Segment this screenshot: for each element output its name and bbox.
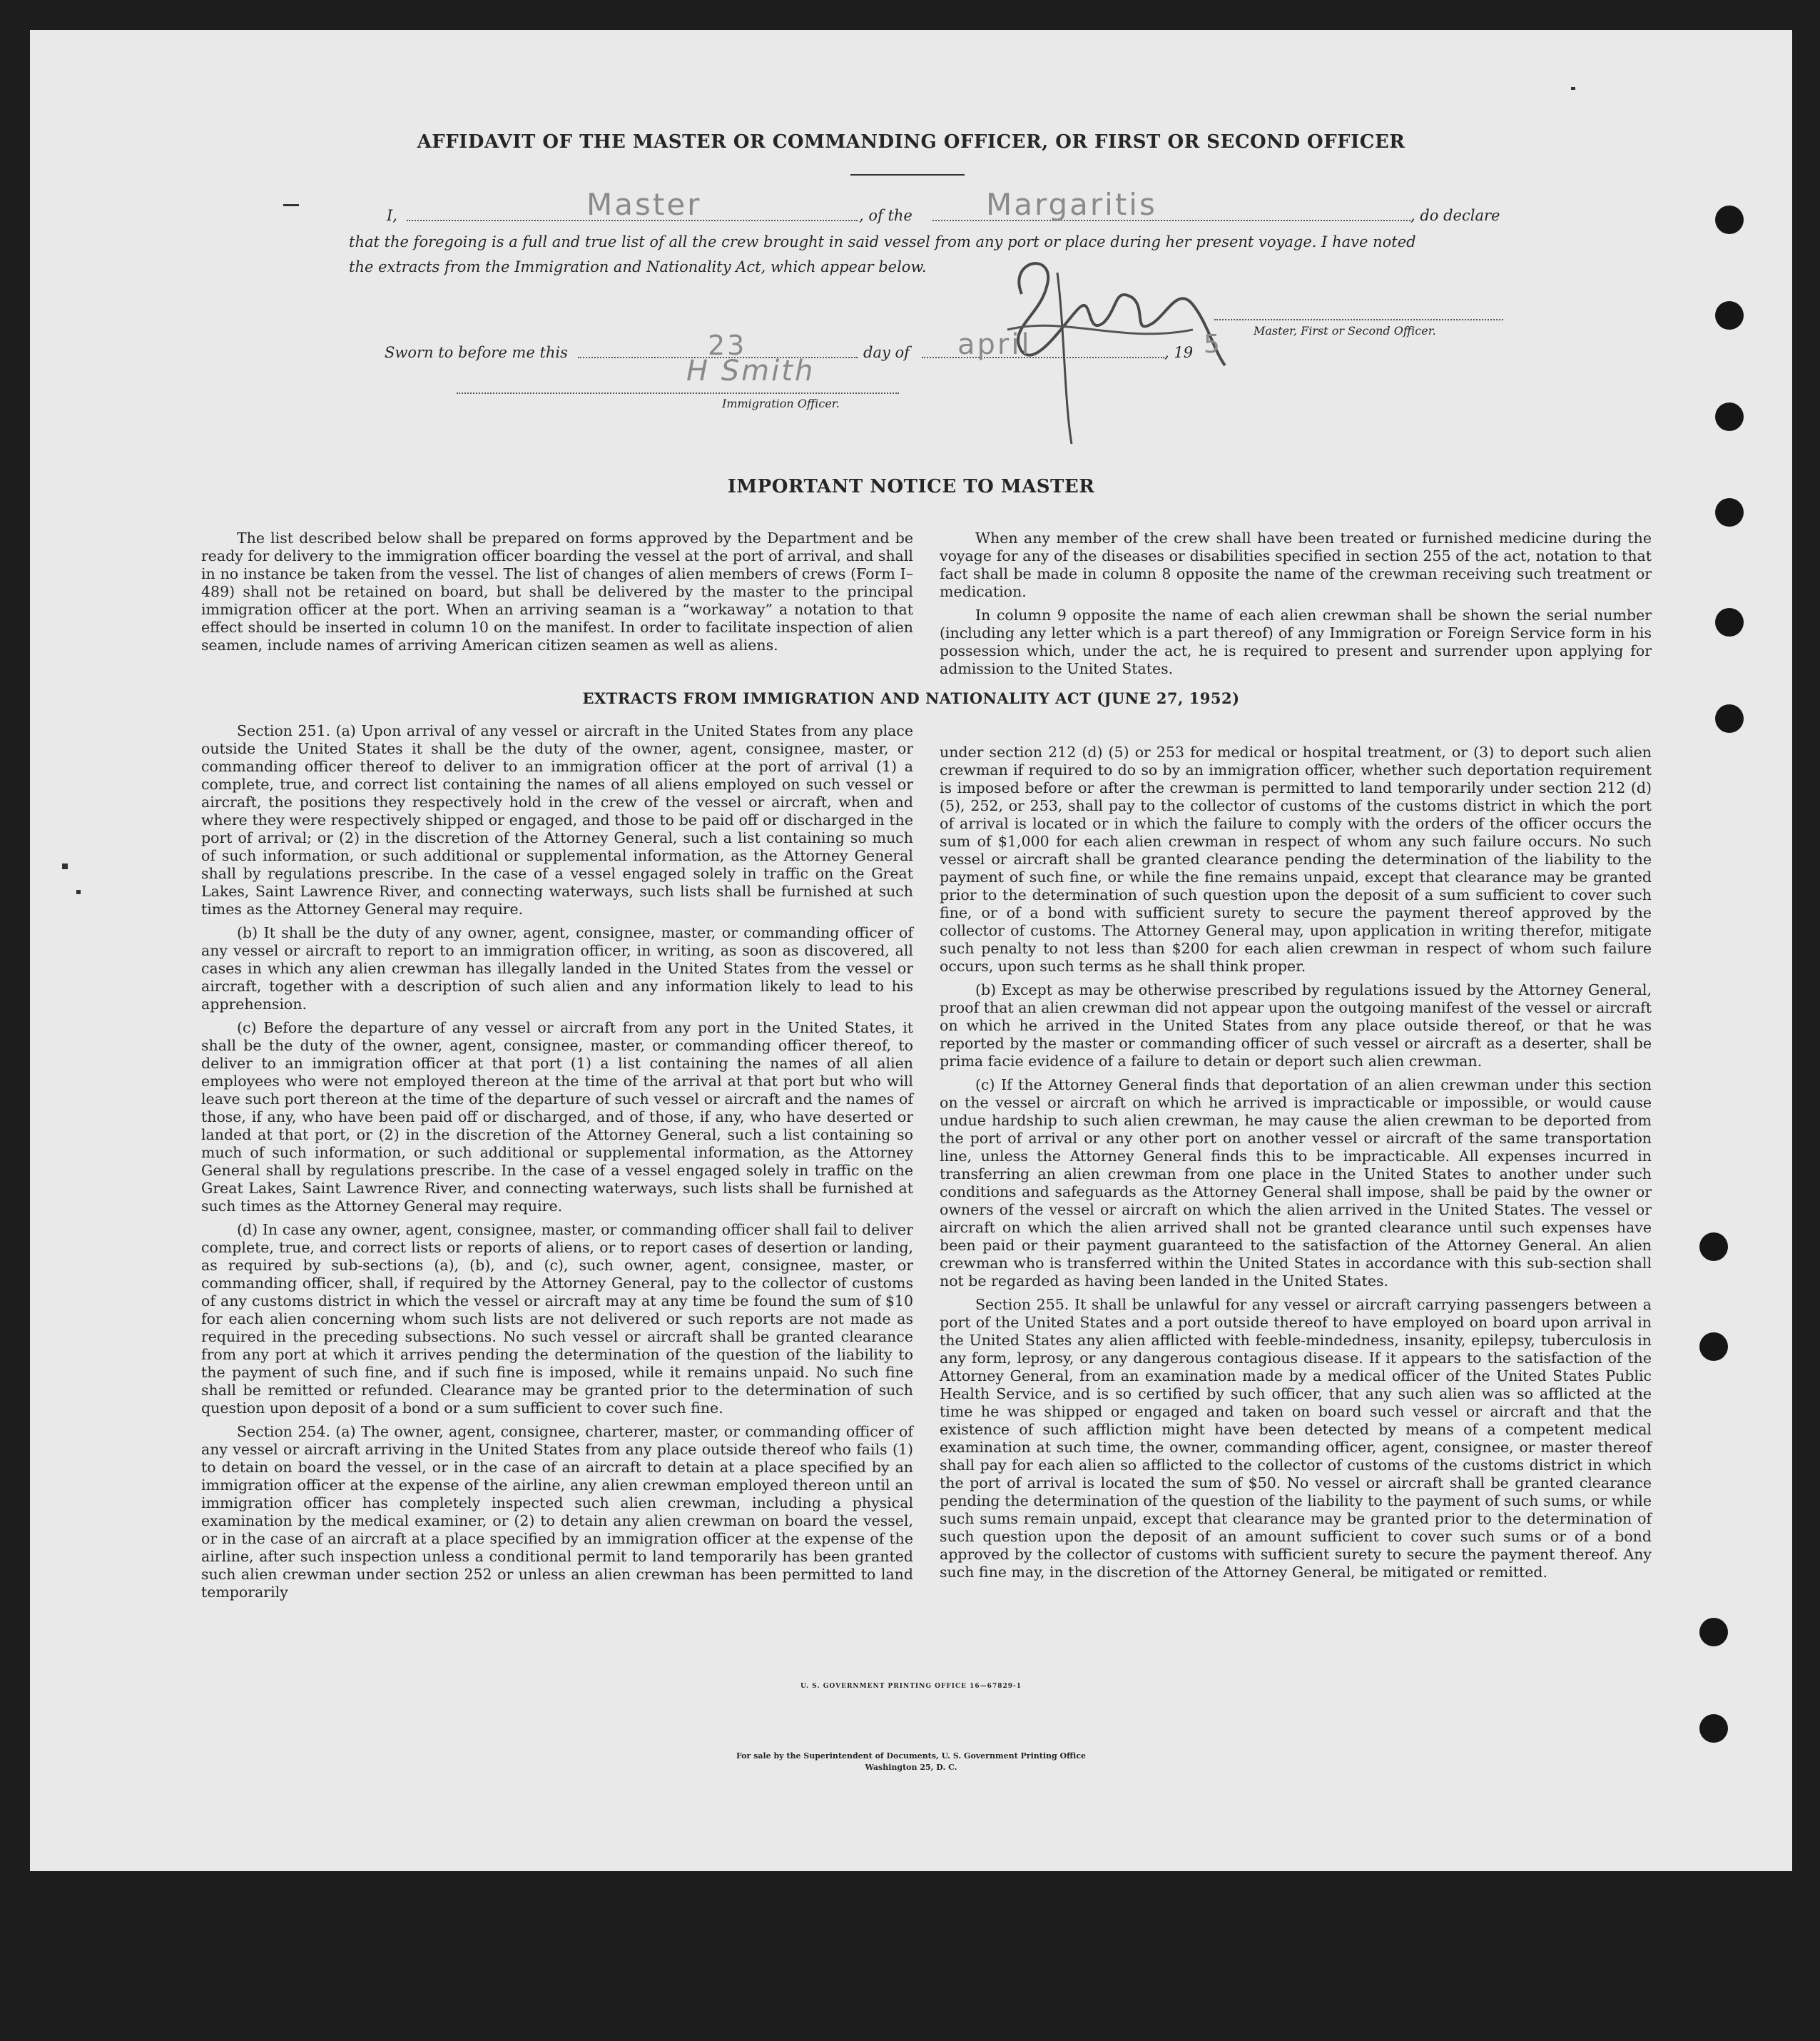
- day-of-label: day of: [863, 344, 910, 361]
- do-declare-label: , do declare: [1410, 207, 1500, 224]
- punch-hole: [1715, 402, 1744, 431]
- extract-section-251b: (b) It shall be the duty of any owner, agent, consignee, master, or commanding officer of any vessel or aircraft to report to an immigration officer, in writing, as soon as discovered, all cases in which any alien crewman has illegally landed in the United States from the vessel or aircraft, together with a description of such alien and any information likely to lead to his apprehension.: [201, 924, 913, 1013]
- notice-right-column: [940, 530, 1652, 684]
- speck: [1571, 87, 1575, 90]
- extract-section-251a: Section 251. (a) Upon arrival of any vessel or aircraft in the United States from any place outside the United States it shall be the duty of the owner, agent, consignee, master, or commanding officer thereof to deliver to an immigration officer at the port of arrival (1) a complete, true, and correct list containing the names of all aliens employed on such vessel or aircraft, the positions they respectively hold in the crew of the vessel or aircraft, when and where they were respectively shipped or engaged, and those to be paid off or discharged in the port of arrival; or (2) in the discretion of the Attorney General, such a list containing so much of such information, or such additional or supplemental information, as the Attorney General shall by regulations prescribe. In the case of a vessel engaged solely in traffic on the Great Lakes, Saint Lawrence River, and connecting waterways, such lists shall be furnished at such times as the Attorney General may require.: [201, 722, 913, 918]
- master-signature-line: [1214, 319, 1503, 320]
- extract-section-254c: (c) If the Attorney General finds that deportation of an alien crewman under this section on the vessel or aircraft on which he arrived is impracticable or impossible, or would cause undue hardship to such alien crewman, he may cause the alien crewman to be deported from the port of arrival or any other port on another vessel or aircraft of the same transportation line, unless the Attorney General finds this to be impracticable. All expenses incurred in transferring an alien crewman from one place in the United States to another under such conditions and safeguards as the Attorney General shall impose, shall be paid by the owner or owners of the vessel or aircraft on which the alien arrived in the United States. The vessel or aircraft on which the alien arrived shall not be granted clearance until such expenses have been paid or their payment guaranteed to the satisfaction of the Attorney General. An alien crewman who is transferred within the United States in accordance with this sub-section shall not be regarded as having been landed in the United States.: [940, 1076, 1652, 1290]
- title-divider: [850, 174, 965, 176]
- punch-hole: [1715, 301, 1744, 330]
- extract-section-254a-cont: under section 212 (d) (5) or 253 for medical or hospital treatment, or (3) to deport such alien crewman if required to do so by an immigration officer, whether such deportation requirement is imposed before or after the crewman is permitted to land temporarily under section 212 (d) (5), 252, or 253, shall pay to the collector of customs of the customs district in which the port of arrival is located or in which the failure to comply with the orders of the officer occurs the sum of $1,000 for each alien crewman in respect of whom any such failure occurs. No such vessel or aircraft shall be granted clearance pending the determination of the liability to the payment of such fine, or while the fine remains unpaid, except that clearance may be granted prior to the determination of such question upon the deposit of a sum sufficient to cover such fine, or of a bond with sufficient surety to secure the payment thereof approved by the collector of customs. The Attorney General may, upon application in writing therefor, mitigate such penalty to not less than $200 for each alien crewman in respect of whom such failure occurs, upon such terms as he shall think proper.: [940, 744, 1652, 975]
- punch-hole: [1699, 1332, 1728, 1361]
- form-page: [30, 30, 1792, 1871]
- punch-hole: [1699, 1232, 1728, 1261]
- affidavit-title: AFFIDAVIT OF THE MASTER OR COMMANDING OFFICER, OR FIRST OR SECOND OFFICER: [417, 131, 1405, 153]
- month-handwritten: april: [957, 328, 1032, 361]
- speck: [76, 890, 81, 894]
- affidavit-line2: that the foregoing is a full and true list of all the crew brought in said vessel from any port or place during her present voyage. I have noted: [349, 233, 1416, 250]
- year-handwritten: 5: [1204, 330, 1222, 359]
- master-caption: Master, First or Second Officer.: [1254, 324, 1436, 338]
- notice-title: IMPORTANT NOTICE TO MASTER: [727, 476, 1095, 497]
- of-the-label: , of the: [859, 207, 912, 224]
- year-label: , 19: [1164, 344, 1194, 361]
- punch-hole: [1715, 498, 1744, 527]
- sworn-day-handwritten: 23: [708, 330, 747, 361]
- speck: [62, 864, 68, 869]
- sworn-label: Sworn to before me this: [385, 344, 568, 361]
- extract-section-255: Section 255. It shall be unlawful for any vessel or aircraft carrying passengers between a port of the United States and a port outside thereof to have employed on board upon arrival in the United States any alien afflicted with feeble-mindedness, insanity, epilepsy, tuberculosis in any form, leprosy, or any dangerous contagious disease. If it appears to the satisfaction of the Attorney General, from an examination made by a medical officer of the United States Public Health Service, and is so certified by such officer, that any such alien was so afflicted at the time he was shipped or engaged and taken on board such vessel or aircraft and that the existence of such affliction might have been detected by means of a competent medical examination at such time, the owner, commanding officer, agent, consignee, or master thereof shall pay for each alien so afflicted to the collector of customs of the customs district in which the port of arrival is located the sum of $50. No vessel or aircraft shall be granted clearance pending the determination of the question of the liability to the payment of such sums, or while such sums remain unpaid, except that clearance may be granted prior to the determination of such question upon the deposit of an amount sufficient to cover such sums or of a bond approved by the collector of customs with sufficient surety to secure the payment thereof. Any such fine may, in the discretion of the Attorney General, be mitigated or remitted.: [940, 1296, 1652, 1581]
- for-sale-line-2: Washington 25, D. C.: [865, 1763, 957, 1772]
- vessel-handwritten: Margaritis: [986, 187, 1157, 222]
- extract-section-251c: (c) Before the departure of any vessel or aircraft from any port in the United States, it shall be the duty of the owner, agent, consignee, master, or commanding officer thereof, to deliver to an immigration officer at that port (1) a list containing the names of all alien employees who were not employed thereon at the time of the arrival at that port but who will leave such port thereon at the time of the departure of such vessel or aircraft and the names of those, if any, who have been paid off or discharged, and of those, if any, who have deserted or landed at that port, or (2) in the discretion of the Attorney General, such a list containing so much of such information, or such additional or supplemental information, as the Attorney General shall by regulations prescribe. In the case of a vessel engaged solely in traffic on the Great Lakes, Saint Lawrence River, and connecting waterways, such lists shall be furnished at such times as the Attorney General may require.: [201, 1019, 913, 1215]
- officer-caption: Immigration Officer.: [722, 397, 840, 410]
- extracts-right-column: [940, 744, 1652, 1587]
- extracts-left-column: [201, 722, 913, 1607]
- i-label: I,: [387, 207, 397, 224]
- notice-left-column: [201, 530, 913, 660]
- punch-hole: [1715, 704, 1744, 733]
- notice-right-paragraph-1: When any member of the crew shall have been treated or furnished medicine during the voyage for any of the diseases or disabilities specified in section 255 of the act, notation to that fact shall be made in column 8 opposite the name of the crewman receiving such treatment or medication.: [940, 530, 1652, 600]
- printing-office-code: U. S. GOVERNMENT PRINTING OFFICE 16—67829-1: [800, 1683, 1022, 1690]
- punch-hole: [1715, 206, 1744, 234]
- extract-section-254b: (b) Except as may be otherwise prescribed by regulations issued by the Attorney General, proof that an alien crewman did not appear upon the outgoing manifest of the vessel or aircraft on which he arrived in the United States from any place outside thereof, or that he was reported by the master or commanding officer of such vessel or aircraft as a deserter, shall be prima facie evidence of a failure to detain or deport such alien crewman.: [940, 981, 1652, 1070]
- speck: [283, 204, 299, 206]
- punch-hole: [1715, 608, 1744, 637]
- name-handwritten: Master: [586, 187, 702, 222]
- punch-hole: [1699, 1618, 1728, 1646]
- notice-right-paragraph-2: In column 9 opposite the name of each alien crewman shall be shown the serial number (including any letter which is a part thereof) of any Immigration or Foreign Service form in his possession which, under the act, he is required to present and surrender upon applying for admission to the United States.: [940, 607, 1652, 677]
- affidavit-line3: the extracts from the Immigration and Nationality Act, which appear below.: [349, 258, 927, 275]
- extract-section-251d: (d) In case any owner, agent, consignee, master, or commanding officer shall fail to deliver complete, true, and correct lists or reports of aliens, or to report cases of desertion or landing, as required by sub-sections (a), (b), and (c), such owner, agent, consignee, master, or commanding officer, shall, if required by the Attorney General, pay to the collector of customs of any customs district in which the vessel or aircraft may at any time be found the sum of $10 for each alien concerning whom such lists are not delivered or such reports are not made as required in the preceding subsections. No such vessel or aircraft shall be granted clearance from any port at which it arrives pending the determination of the question of the liability to the payment of such fine, and if such fine is imposed, while it remains unpaid. No such fine shall be remitted or refunded. Clearance may be granted prior to the determination of such question upon deposit of a bond or a sum sufficient to cover such fine.: [201, 1221, 913, 1417]
- for-sale-line-1: For sale by the Superintendent of Documents, U. S. Government Printing Office: [736, 1751, 1087, 1761]
- officer-signature: H Smith: [686, 355, 815, 388]
- extract-section-254a: Section 254. (a) The owner, agent, consignee, charterer, master, or commanding officer of any vessel or aircraft arriving in the United States from any place outside thereof who fails (1) to detain on board the vessel, or in the case of an aircraft to detain at a place specified by an immigration officer at the expense of the airline, any alien crewman employed thereon until an immigration officer has completely inspected such alien crewman, including a physical examination by the medical examiner, or (2) to detain any alien crewman on board the vessel, or in the case of an aircraft at a place specified by an immigration officer at the expense of the airline, after such inspection unless a conditional permit to land temporarily has been granted such alien crewman under section 252 or unless an alien crewman has been permitted to land temporarily: [201, 1423, 913, 1601]
- notice-left-paragraph: The list described below shall be prepared on forms approved by the Department and be ready for delivery to the immigration officer boarding the vessel at the port of arrival, and shall in no instance be taken from the vessel. The list of changes of alien members of crews (Form I–489) shall not be retained on board, but shall be delivered by the master to the principal immigration officer at the port. When an arriving seaman is a “workaway” a notation to that effect should be inserted in column 10 on the manifest. In order to facilitate inspection of alien seamen, include names of arriving American citizen seamen as well as aliens.: [201, 530, 913, 654]
- extracts-title: EXTRACTS FROM IMMIGRATION AND NATIONALITY ACT (JUNE 27, 1952): [582, 689, 1240, 707]
- officer-signature-line: [457, 392, 899, 394]
- punch-hole: [1699, 1714, 1728, 1743]
